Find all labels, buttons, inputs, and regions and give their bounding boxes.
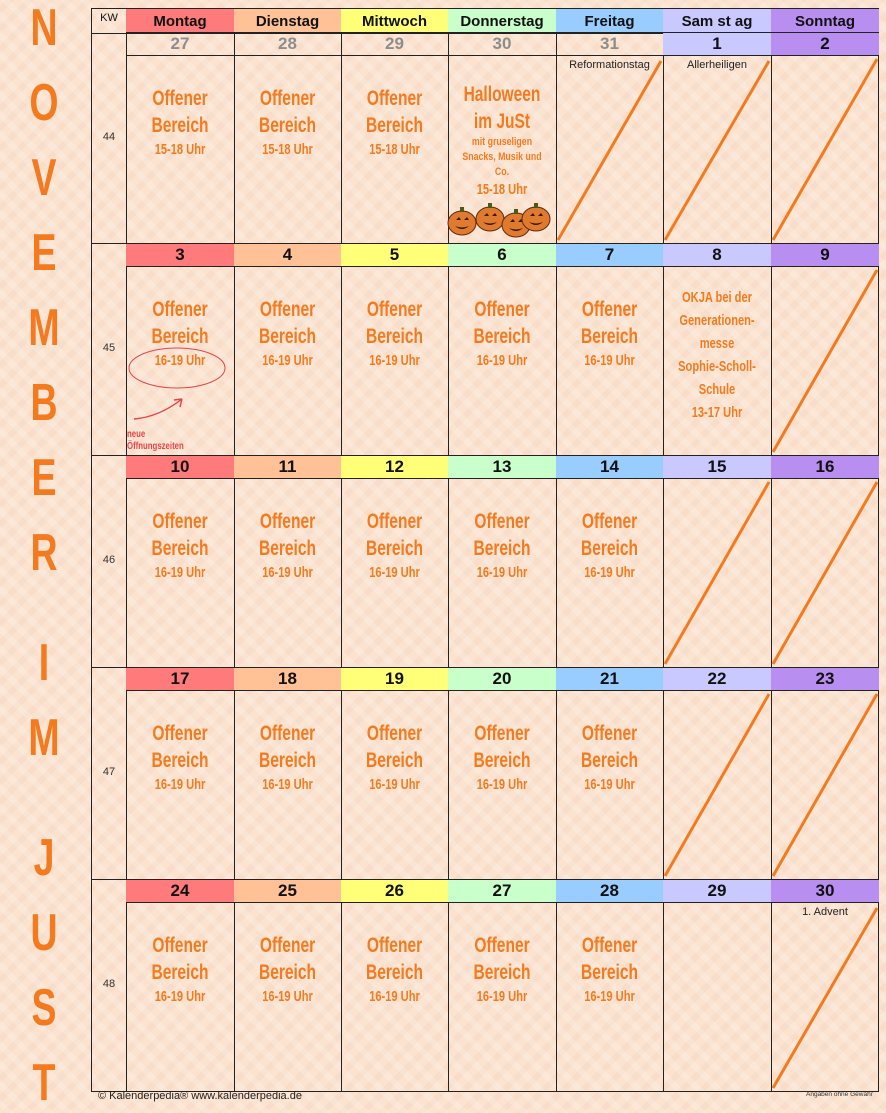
strike-line [773,482,877,664]
event-line: Bereich [473,325,531,348]
day-number: 20 [448,668,556,691]
highlight-circle [129,348,225,388]
event-line: Bereich [365,537,424,560]
day-number: 29 [663,880,771,903]
weekday-header: Sonntag [771,9,879,33]
title-letter: O [29,74,59,132]
event-line: Bereich [151,537,209,560]
title-letter: I [38,634,50,692]
event-line: Bereich [258,961,317,984]
title-letter: B [30,374,58,432]
event-line: Bereich [365,749,424,772]
event-line: Offener [366,87,423,110]
day-number: 2 [771,33,879,56]
event-line: 16-19 Uhr [154,988,206,1005]
day-number: 6 [448,244,556,267]
day-number: 29 [341,33,448,56]
weekday-header: Sam st ag [663,9,771,33]
title-letter: E [31,449,57,507]
event-line: Offener [259,510,316,533]
event-line: Offener [259,934,316,957]
title-letter: N [30,0,58,57]
strike-line [773,908,877,1088]
day-number: 19 [341,668,448,691]
event-line: Bereich [151,961,209,984]
day-number: 21 [556,668,663,691]
day-number: 28 [234,33,341,56]
strike-line [558,61,661,240]
weekday-header: Montag [126,9,234,33]
strike-line [773,694,877,876]
event-line: Offener [152,298,208,321]
title-letter: R [30,524,58,582]
day-number: 14 [556,456,663,479]
calendar-grid [91,8,879,1092]
event-line: Bereich [365,961,424,984]
event-line: 16-19 Uhr [262,776,313,793]
event-line: Offener [581,298,638,321]
event-line: 16-19 Uhr [154,564,206,581]
event-line: 16-19 Uhr [262,352,313,369]
event-line: Bereich [258,749,317,772]
event-line: Offener [366,722,423,745]
event-line: Offener [581,510,638,533]
footer-copyright: © Kalenderpedia® www.kalenderpedia.de [98,1090,302,1102]
event-line: Offener [152,934,208,957]
holiday-label: Reformationstag [569,59,650,71]
weekday-header: Donnerstag [448,9,556,33]
event-line: mit gruseligen Snacks, Musik und Co. [462,136,542,178]
event-line: Bereich [365,325,424,348]
note-new-hours: neue Öffnungszeiten [127,429,184,452]
weekday-header: Freitag [556,9,663,33]
event-line: Halloween [463,83,541,106]
event-line: Bereich [258,114,317,137]
week-number: 46 [102,554,116,566]
event-line: Offener [581,722,638,745]
arrow-icon [134,399,182,419]
event-line: Offener [259,298,316,321]
kw-label: KW [100,12,118,24]
event-line: 16-19 Uhr [369,564,420,581]
event-line: 16-19 Uhr [584,988,635,1005]
event-line: Bereich [258,537,317,560]
strike-line [773,59,877,240]
event-line: 16-19 Uhr [262,988,313,1005]
event-line: Offener [366,298,423,321]
day-number: 31 [556,33,663,56]
day-number: 7 [556,244,663,267]
holiday-label: 1. Advent [802,906,848,918]
event-line: messe [699,335,735,352]
day-number: 24 [126,880,234,903]
title-letter: U [30,904,58,962]
day-number: 8 [663,244,771,267]
event-line: Bereich [473,537,531,560]
event-line: 16-19 Uhr [369,352,420,369]
holiday-label: Allerheiligen [687,59,747,71]
event-line: Bereich [580,537,639,560]
event-line: 16-19 Uhr [476,352,528,369]
event-line: 15-18 Uhr [369,141,420,158]
event-line: Offener [259,722,316,745]
event-line: im JuSt [473,110,531,133]
day-number: 12 [341,456,448,479]
event-line: 15-18 Uhr [476,181,528,198]
day-number: 4 [234,244,341,267]
event-line: Offener [474,510,530,533]
event-line: 16-19 Uhr [584,564,635,581]
vertical-title [0,0,88,1112]
event-line: Offener [366,934,423,957]
event-line: 16-19 Uhr [262,564,313,581]
event-line: Offener [474,934,530,957]
day-number: 15 [663,456,771,479]
day-number: 11 [234,456,341,479]
day-number: 23 [771,668,879,691]
event-line: Offener [581,934,638,957]
event-line: Offener [474,722,530,745]
day-number: 5 [341,244,448,267]
title-letter: S [31,979,57,1037]
event-line: Offener [474,298,530,321]
event-line: 16-19 Uhr [476,776,528,793]
event-line: Bereich [151,325,209,348]
title-letter: M [28,709,60,767]
day-number: 27 [126,33,234,56]
event-line: 16-19 Uhr [154,352,206,369]
title-letter: V [31,149,57,207]
strike-line [665,61,769,240]
strike-line [773,270,877,452]
event-line: Sophie-Scholl- [678,358,756,375]
event-line: Offener [259,87,316,110]
day-number: 1 [663,33,771,56]
event-line: Bereich [473,961,531,984]
day-number: 26 [341,880,448,903]
event-line: 16-19 Uhr [154,776,206,793]
event-line: Bereich [151,114,209,137]
day-number: 18 [234,668,341,691]
event-line: Bereich [580,961,639,984]
day-number: 16 [771,456,879,479]
day-number: 30 [448,33,556,56]
event-line: Generationen- [679,312,755,329]
event-line: 16-19 Uhr [476,564,528,581]
event-line: 16-19 Uhr [369,776,420,793]
day-number: 10 [126,456,234,479]
day-number: 25 [234,880,341,903]
event-line: Bereich [473,749,531,772]
event-line: Offener [152,722,208,745]
crossed-out-days [92,9,880,1093]
event-line: Bereich [580,325,639,348]
day-number: 22 [663,668,771,691]
event-line: Schule [698,381,736,398]
title-letter: M [28,299,60,357]
week-number: 48 [102,978,116,990]
event-line: Offener [152,510,208,533]
day-number: 17 [126,668,234,691]
title-letter: J [33,829,55,887]
event-line: 15-18 Uhr [262,141,313,158]
event-line: 16-19 Uhr [584,352,635,369]
event-line: OKJA bei der [682,289,752,306]
weekday-header: Dienstag [234,9,341,33]
event-line: 16-19 Uhr [369,988,420,1005]
event-line: 13-17 Uhr [691,404,743,421]
title-letter: T [32,1054,56,1112]
day-number: 3 [126,244,234,267]
day-number: 9 [771,244,879,267]
day-number: 28 [556,880,663,903]
event-line: 16-19 Uhr [476,988,528,1005]
strike-line [665,482,769,664]
day-number: 27 [448,880,556,903]
event-line: Bereich [151,749,209,772]
day-number: 30 [771,880,879,903]
week-number: 47 [102,766,116,778]
weekday-header: Mittwoch [341,9,448,33]
title-letter: E [31,224,57,282]
event-line: Bereich [258,325,317,348]
event-line: Offener [152,87,208,110]
event-line: 16-19 Uhr [584,776,635,793]
day-number: 13 [448,456,556,479]
event-line: Bereich [365,114,424,137]
week-number: 44 [102,130,116,143]
footer-disclaimer: Angaben ohne Gewähr [806,1091,873,1098]
event-line: Bereich [580,749,639,772]
event-line: 15-18 Uhr [154,141,206,158]
pumpkins-illustration [448,203,550,237]
strike-line [665,694,769,876]
event-line: Offener [366,510,423,533]
week-number: 45 [102,342,116,354]
